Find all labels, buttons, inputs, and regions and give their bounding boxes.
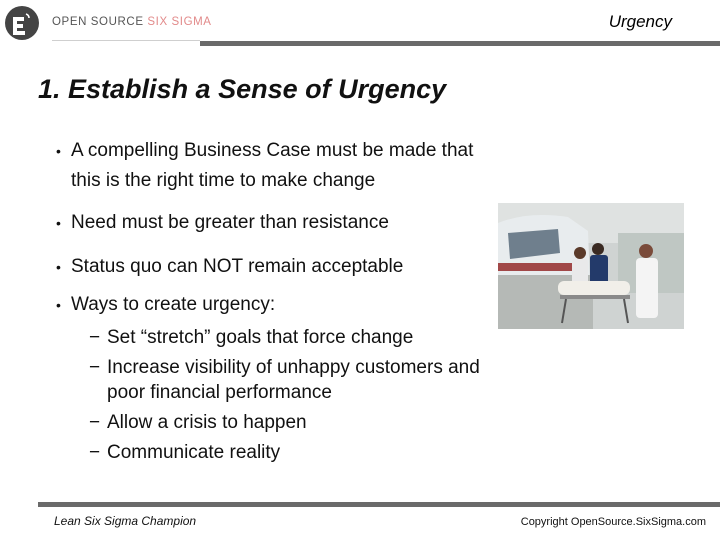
sub-bullet-item: − Set “stretch” goals that force change: [89, 325, 496, 350]
bullet-item: [56, 290, 496, 465]
brand-name-part1: OPEN SOURCE: [52, 16, 148, 28]
bullet-text: Status quo can NOT remain acceptable: [71, 256, 404, 277]
bullet-text: A compelling Business Case must be made that this is the right time to make change: [71, 140, 474, 191]
brand-name-part2: SIX SIGMA: [147, 16, 212, 28]
sub-bullet-list: [71, 325, 496, 465]
bullet-text: Need must be greater than resistance: [71, 212, 389, 233]
brand-underline: [52, 40, 200, 41]
bullet-list: [56, 136, 496, 465]
medical-helicopter-photo: [498, 203, 684, 329]
sub-bullet-item: − Allow a crisis to happen: [89, 410, 496, 435]
sub-bullet-item: − Increase visibility of unhappy customers and poor financial performance: [89, 355, 496, 405]
photo-illustration: [498, 203, 684, 329]
section-tag: Urgency: [608, 12, 672, 31]
footer-copyright: Copyright OpenSource.SixSigma.com: [520, 516, 706, 528]
brand-name: [52, 16, 212, 28]
bullet-item: [56, 252, 496, 282]
bullet-item: [56, 208, 496, 238]
six-sigma-logo-icon: [4, 5, 40, 41]
bullet-item: [56, 136, 496, 196]
bullet-text: Ways to create urgency:: [71, 294, 276, 315]
footer-course-name: Lean Six Sigma Champion: [54, 514, 197, 528]
slide-title: 1. Establish a Sense of Urgency: [38, 74, 447, 104]
footer-divider: [38, 502, 720, 507]
header-divider: [200, 41, 720, 46]
sub-bullet-item: − Communicate reality: [89, 440, 496, 465]
